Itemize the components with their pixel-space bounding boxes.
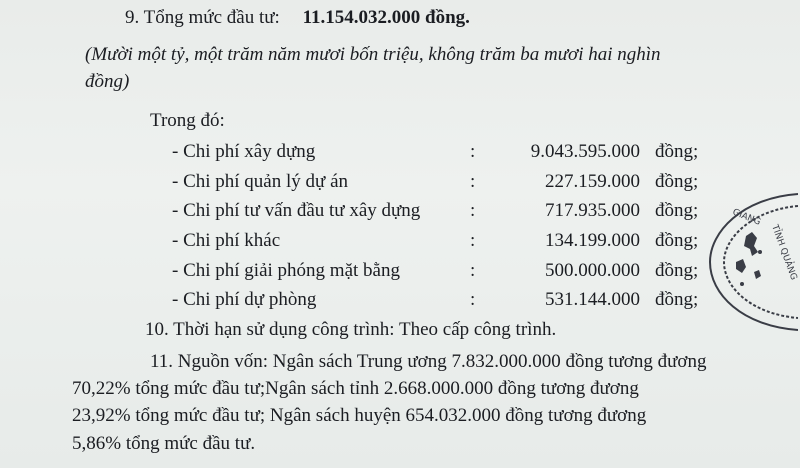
item-11-line-4: 5,86% tổng mức đầu tư. xyxy=(72,433,256,454)
breakdown-label: - Chi phí dự phòng xyxy=(172,289,317,310)
item-11-line-1: 11. Nguồn vốn: Ngân sách Trung ương 7.832.000.000 đồng tương đương xyxy=(150,351,707,372)
item-9-heading xyxy=(125,6,470,30)
breakdown-unit: đồng; xyxy=(655,171,699,192)
breakdown-amount: 531.144.000 xyxy=(545,289,640,310)
breakdown-unit: đồng; xyxy=(655,200,699,221)
item-9-amount: 11.154.032.000 đồng. xyxy=(302,7,470,28)
amount-in-words-line-1: (Mười một tỷ, một trăm năm mươi bốn triệu, không trăm ba mươi hai nghìn xyxy=(85,44,661,65)
item-9-label: 9. Tổng mức đầu tư: xyxy=(125,7,280,28)
breakdown-label: - Chi phí xây dựng xyxy=(172,141,316,162)
breakdown-label: - Chi phí tư vấn đầu tư xây dựng xyxy=(172,200,421,221)
breakdown-label: - Chi phí khác xyxy=(172,230,281,251)
breakdown-amount: 227.159.000 xyxy=(545,171,640,192)
breakdown-row xyxy=(0,170,800,194)
item-11-line-2: 70,22% tổng mức đầu tư;Ngân sách tỉnh 2.668.000.000 đồng tương đương xyxy=(72,378,639,399)
item-10: 10. Thời hạn sử dụng công trình: Theo cấp công trình. xyxy=(145,319,557,340)
breakdown-unit: đồng; xyxy=(655,289,699,310)
amount-in-words-line-2: đồng) xyxy=(85,71,130,92)
breakdown-colon: : xyxy=(470,141,476,162)
breakdown-amount: 500.000.000 xyxy=(545,260,640,281)
seal-text-top: GIANG xyxy=(730,207,762,228)
breakdown-label: - Chi phí quản lý dự án xyxy=(172,171,349,192)
breakdown-colon: : xyxy=(470,200,476,221)
breakdown-amount: 717.935.000 xyxy=(545,200,640,221)
breakdown-colon: : xyxy=(470,260,476,281)
seal-text-right: TỈNH QUẢNG xyxy=(769,223,798,282)
official-seal-stamp xyxy=(702,192,798,332)
breakdown-row xyxy=(0,288,800,312)
breakdown-label: - Chi phí giải phóng mặt bằng xyxy=(172,260,400,281)
breakdown-colon: : xyxy=(470,230,476,251)
breakdown-amount: 134.199.000 xyxy=(545,230,640,251)
breakdown-colon: : xyxy=(470,171,476,192)
breakdown-row xyxy=(0,199,800,223)
breakdown-unit: đồng; xyxy=(655,230,699,251)
breakdown-unit: đồng; xyxy=(655,141,699,162)
breakdown-row xyxy=(0,259,800,283)
breakdown-colon: : xyxy=(470,289,476,310)
breakdown-unit: đồng; xyxy=(655,260,699,281)
breakdown-heading: Trong đó: xyxy=(150,110,225,131)
breakdown-row xyxy=(0,229,800,253)
breakdown-amount: 9.043.595.000 xyxy=(530,141,640,162)
breakdown-row xyxy=(0,140,800,164)
item-11-line-3: 23,92% tổng mức đầu tư; Ngân sách huyện 654.032.000 đồng tương đương xyxy=(72,405,647,426)
